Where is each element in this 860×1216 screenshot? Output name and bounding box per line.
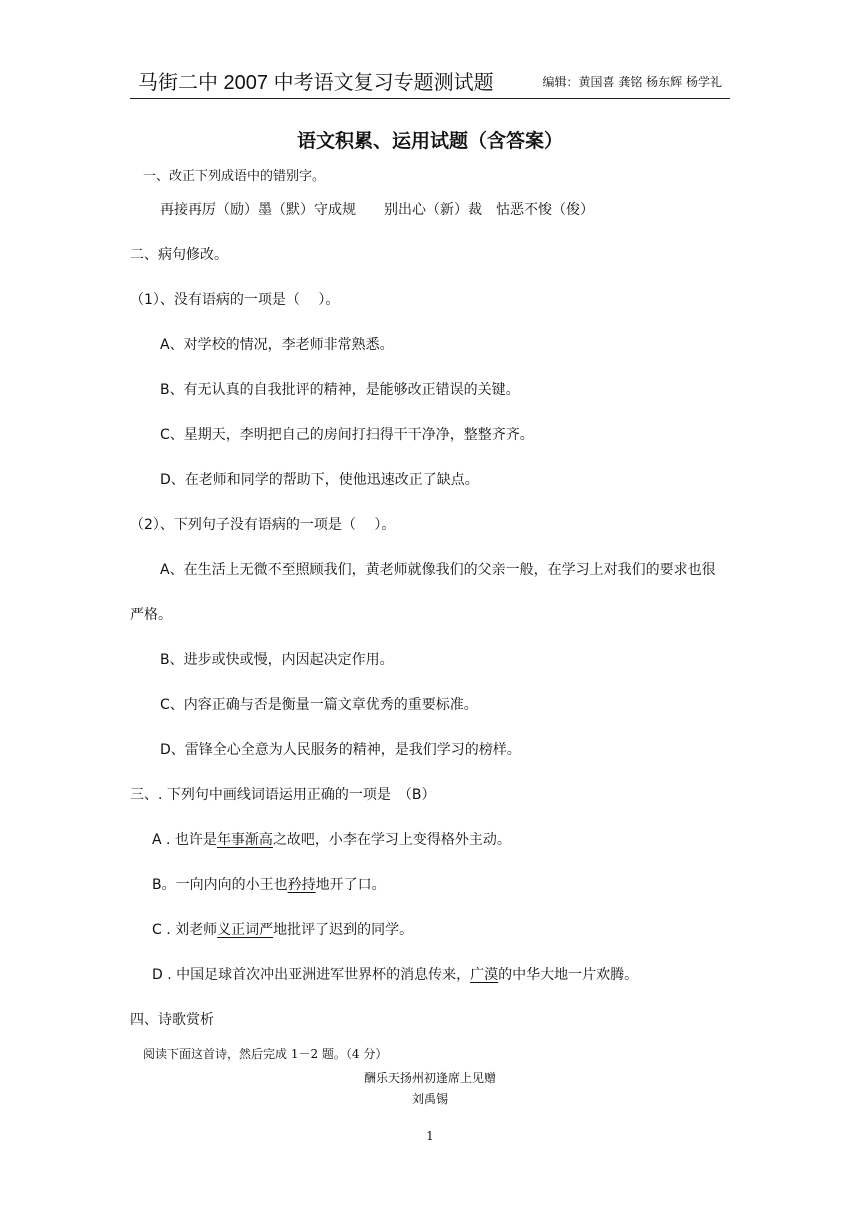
q2-option-a-line1: A、在生活上无微不至照顾我们，黄老师就像我们的父亲一般，在学习上对我们的要求也很 bbox=[160, 562, 716, 578]
page-number: 1 bbox=[426, 1129, 434, 1143]
q3-option-c bbox=[152, 919, 413, 939]
q1-option-d: D、在老师和同学的帮助下，使他迅速改正了缺点。 bbox=[160, 472, 479, 488]
section1-heading: 一、改正下列成语中的错别字。 bbox=[143, 169, 326, 184]
header-title: 马街二中 2007 中考语文复习专题测试题 bbox=[138, 72, 494, 94]
page-header bbox=[130, 62, 730, 99]
document-title: 语文积累、运用试题（含答案） bbox=[296, 130, 563, 152]
q3-option-a-underlined: 年事渐高 bbox=[216, 832, 273, 848]
q3-option-a-post: 之故吧，小李在学习上变得格外主动。 bbox=[272, 832, 511, 848]
section3-heading: 三、. 下列句中画线词语运用正确的一项是 （B） bbox=[130, 787, 436, 803]
q3-option-a bbox=[152, 829, 511, 849]
q3-option-b bbox=[152, 874, 386, 894]
section4-instruction: 阅读下面这首诗，然后完成 1－2 题。（4 分） bbox=[143, 1047, 388, 1061]
q3-option-d bbox=[152, 964, 638, 984]
q3-option-d-pre: D . 中国足球首次冲出亚洲进军世界杯的消息传来， bbox=[152, 967, 471, 983]
poem-title: 酬乐天扬州初逢席上见赠 bbox=[363, 1071, 496, 1085]
q3-option-b-post: 地开了口。 bbox=[315, 877, 386, 893]
q2-option-a-line2: 严格。 bbox=[130, 607, 172, 623]
section2-heading: 二、病句修改。 bbox=[130, 247, 228, 263]
q3-option-c-post: 地批评了迟到的同学。 bbox=[273, 922, 414, 938]
q1-option-c: C、星期天，李明把自己的房间打扫得干干净净，整整齐齐。 bbox=[160, 427, 534, 443]
q2-stem: （2）、下列句子没有语病的一项是（ ）。 bbox=[130, 517, 396, 533]
section4-heading: 四、诗歌赏析 bbox=[130, 1012, 214, 1028]
q3-option-d-underlined: 广漠 bbox=[470, 967, 499, 983]
q3-option-c-pre: C . 刘老师 bbox=[152, 922, 218, 938]
q1-option-b: B、有无认真的自我批评的精神，是能够改正错误的关键。 bbox=[160, 382, 520, 398]
q1-stem: （1）、没有语病的一项是（ ）。 bbox=[130, 292, 340, 308]
q2-option-c: C、内容正确与否是衡量一篇文章优秀的重要标准。 bbox=[160, 697, 478, 713]
q2-option-d: D、雷锋全心全意为人民服务的精神，是我们学习的榜样。 bbox=[160, 742, 521, 758]
q3-option-d-post: 的中华大地一片欢腾。 bbox=[498, 967, 639, 983]
section1-content: 再接再厉（励）墨（默）守成规 别出心（新）裁 怙恶不悛（俊） bbox=[160, 202, 594, 218]
poem-author: 刘禹锡 bbox=[411, 1092, 448, 1106]
q1-option-a: A、对学校的情况，李老师非常熟悉。 bbox=[160, 337, 394, 353]
q2-option-b: B、进步或快或慢，内因起决定作用。 bbox=[160, 652, 394, 668]
q3-option-c-underlined: 义正词严 bbox=[217, 922, 274, 938]
q3-option-a-pre: A . 也许是 bbox=[152, 832, 217, 848]
header-editors: 编辑：黄国喜 龚铭 杨东辉 杨学礼 bbox=[542, 75, 722, 89]
q3-option-b-pre: B。一向内向的小王也 bbox=[152, 877, 288, 893]
q3-option-b-underlined: 矜持 bbox=[287, 877, 316, 893]
